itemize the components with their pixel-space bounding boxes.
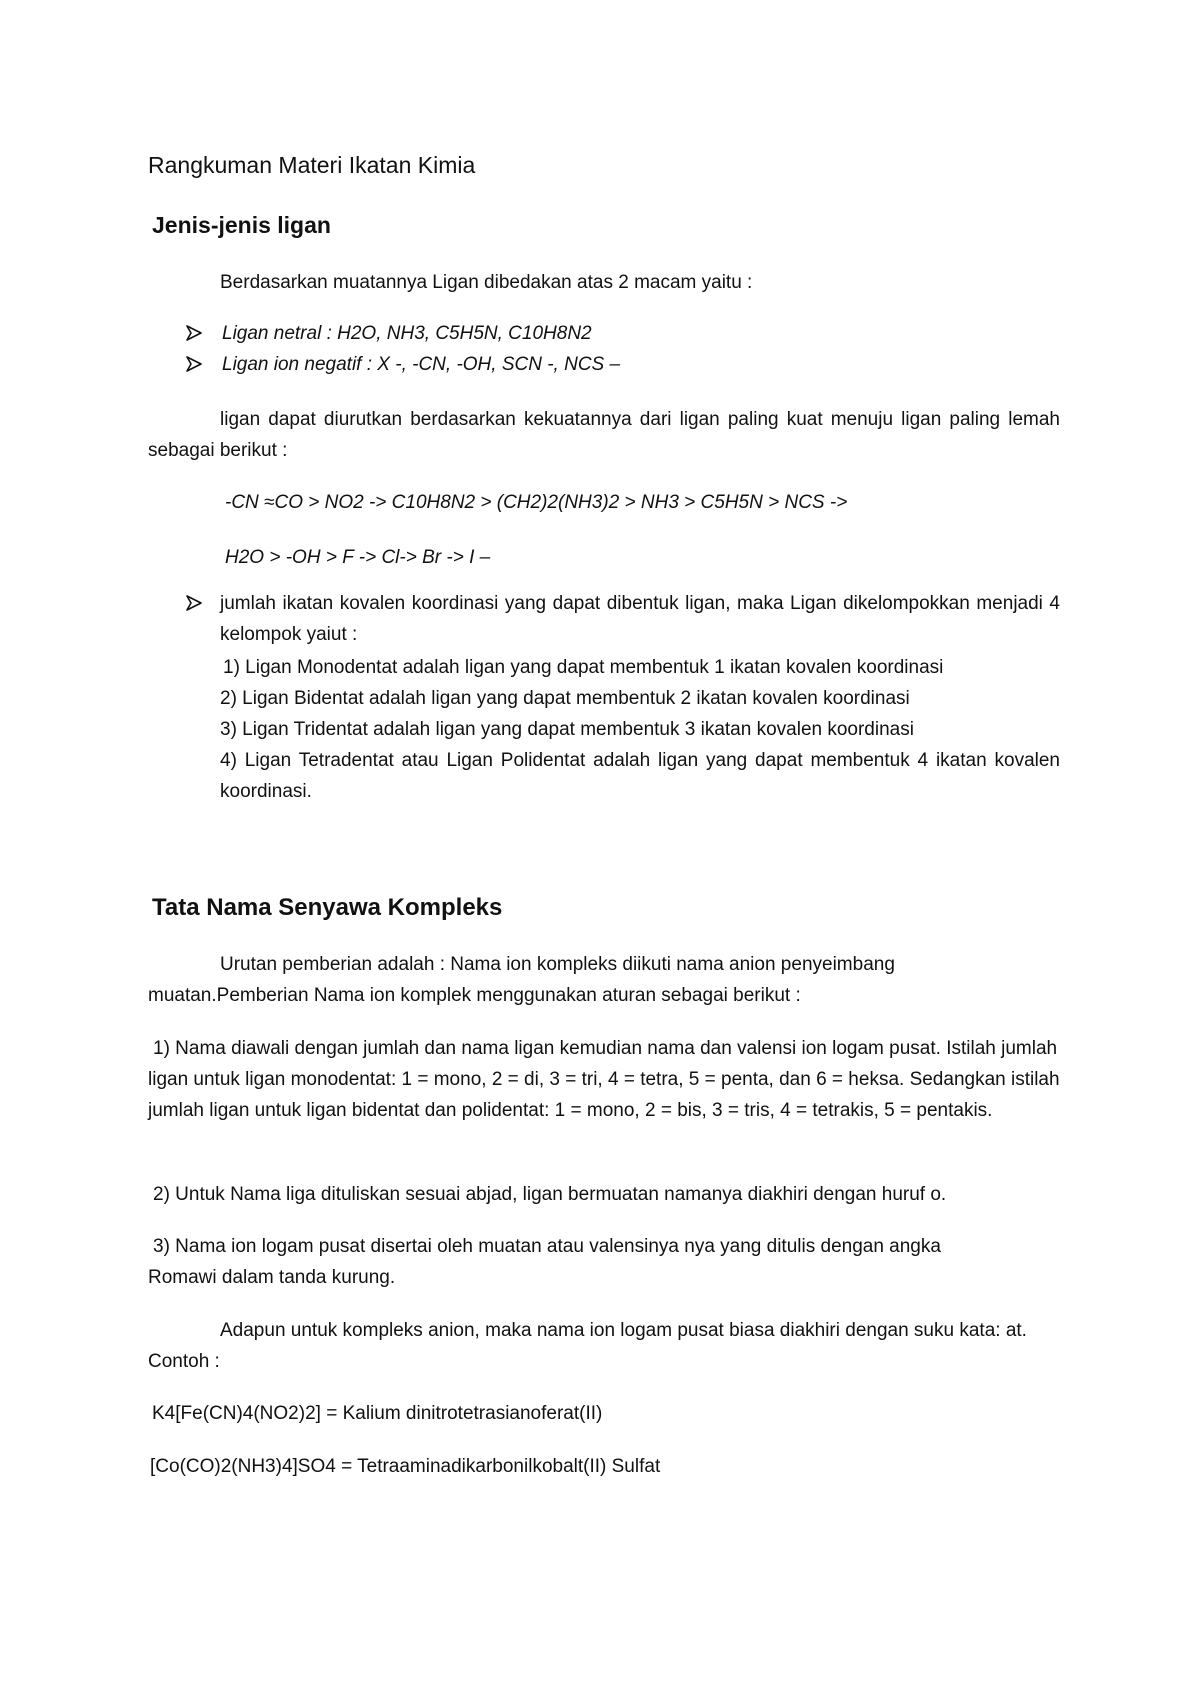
- example-2: [Co(CO)2(NH3)4]SO4 = Tetraaminadikarbonilkobalt(II) Sulfat: [150, 1456, 661, 1477]
- bullet-negative-ligand: Ligan ion negatif : X -, -CN, -OH, SCN -, NCS –: [222, 354, 621, 375]
- group-tridentat: 3) Ligan Tridentat adalah ligan yang dapat membentuk 3 ikatan kovalen koordinasi: [220, 719, 914, 740]
- ligand-series-line-2: H2O > -OH > F -> Cl-> Br -> I –: [225, 547, 491, 568]
- arrow-bullet-icon: [186, 588, 202, 619]
- nomenclature-intro-paragraph: Urutan pemberian adalah : Nama ion kompleks diikuti nama anion penyeimbang muatan.Pemberian Nama ion komplek menggunakan aturan sebagai berikut :: [148, 954, 895, 1006]
- ligand-series-line-1: -CN ≈CO > NO2 -> C10H8N2 > (CH2)2(NH3)2 > NH3 > C5H5N > NCS ->: [225, 492, 848, 513]
- bond-count-paragraph: jumlah ikatan kovalen koordinasi yang dapat dibentuk ligan, maka Ligan dikelompokkan menjadi 4 kelompok yaiut :: [220, 593, 1060, 645]
- list-item: [0, 588, 1100, 650]
- group-tetradentat: 4) Ligan Tetradentat atau Ligan Polidentat adalah ligan yang dapat membentuk 4 ikatan kovalen koordinasi.: [220, 750, 1060, 802]
- example-1: K4[Fe(CN)4(NO2)2] = Kalium dinitrotetrasianoferat(II): [152, 1403, 603, 1424]
- document-title: Rangkuman Materi Ikatan Kimia: [148, 152, 476, 178]
- arrow-bullet-icon: [186, 349, 202, 380]
- rule-1-paragraph: 1) Nama diawali dengan jumlah dan nama ligan kemudian nama dan valensi ion logam pusat. Istilah jumlah ligan untuk ligan monodentat: 1 = mono, 2 = di, 3 = tri, 4 = tetra, 5 = penta, dan 6 = heksa. Sedangkan istilah jumlah ligan untuk ligan bidentat dan polidentat: 1 = mono, 2 = bis, 3 = tris, 4 = tetrakis, 5 = pentakis.: [148, 1038, 1060, 1121]
- section-heading-nomenclature: Tata Nama Senyawa Kompleks: [152, 894, 503, 921]
- section-heading-ligan-types: Jenis-jenis ligan: [152, 212, 331, 238]
- ligand-strength-paragraph: ligan dapat diurutkan berdasarkan kekuatannya dari ligan paling kuat menuju ligan paling lemah sebagai berikut :: [148, 409, 1060, 461]
- rule-2-paragraph: 2) Untuk Nama liga dituliskan sesuai abjad, ligan bermuatan namanya diakhiri dengan huruf o.: [153, 1184, 947, 1205]
- complex-anion-paragraph: Adapun untuk kompleks anion, maka nama ion logam pusat biasa diakhiri dengan suku kata: at. Contoh :: [148, 1320, 1027, 1372]
- bullet-neutral-ligand: Ligan netral : H2O, NH3, C5H5N, C10H8N2: [222, 323, 592, 344]
- ligan-intro-text: Berdasarkan muatannya Ligan dibedakan atas 2 macam yaitu :: [220, 272, 753, 293]
- group-bidentat: 2) Ligan Bidentat adalah ligan yang dapat membentuk 2 ikatan kovalen koordinasi: [220, 688, 910, 709]
- rule-3-paragraph: 3) Nama ion logam pusat disertai oleh muatan atau valensinya nya yang ditulis dengan angka Romawi dalam tanda kurung.: [148, 1236, 941, 1288]
- arrow-bullet-icon: [186, 318, 202, 349]
- group-monodentat: 1) Ligan Monodentat adalah ligan yang dapat membentuk 1 ikatan kovalen koordinasi: [223, 657, 944, 678]
